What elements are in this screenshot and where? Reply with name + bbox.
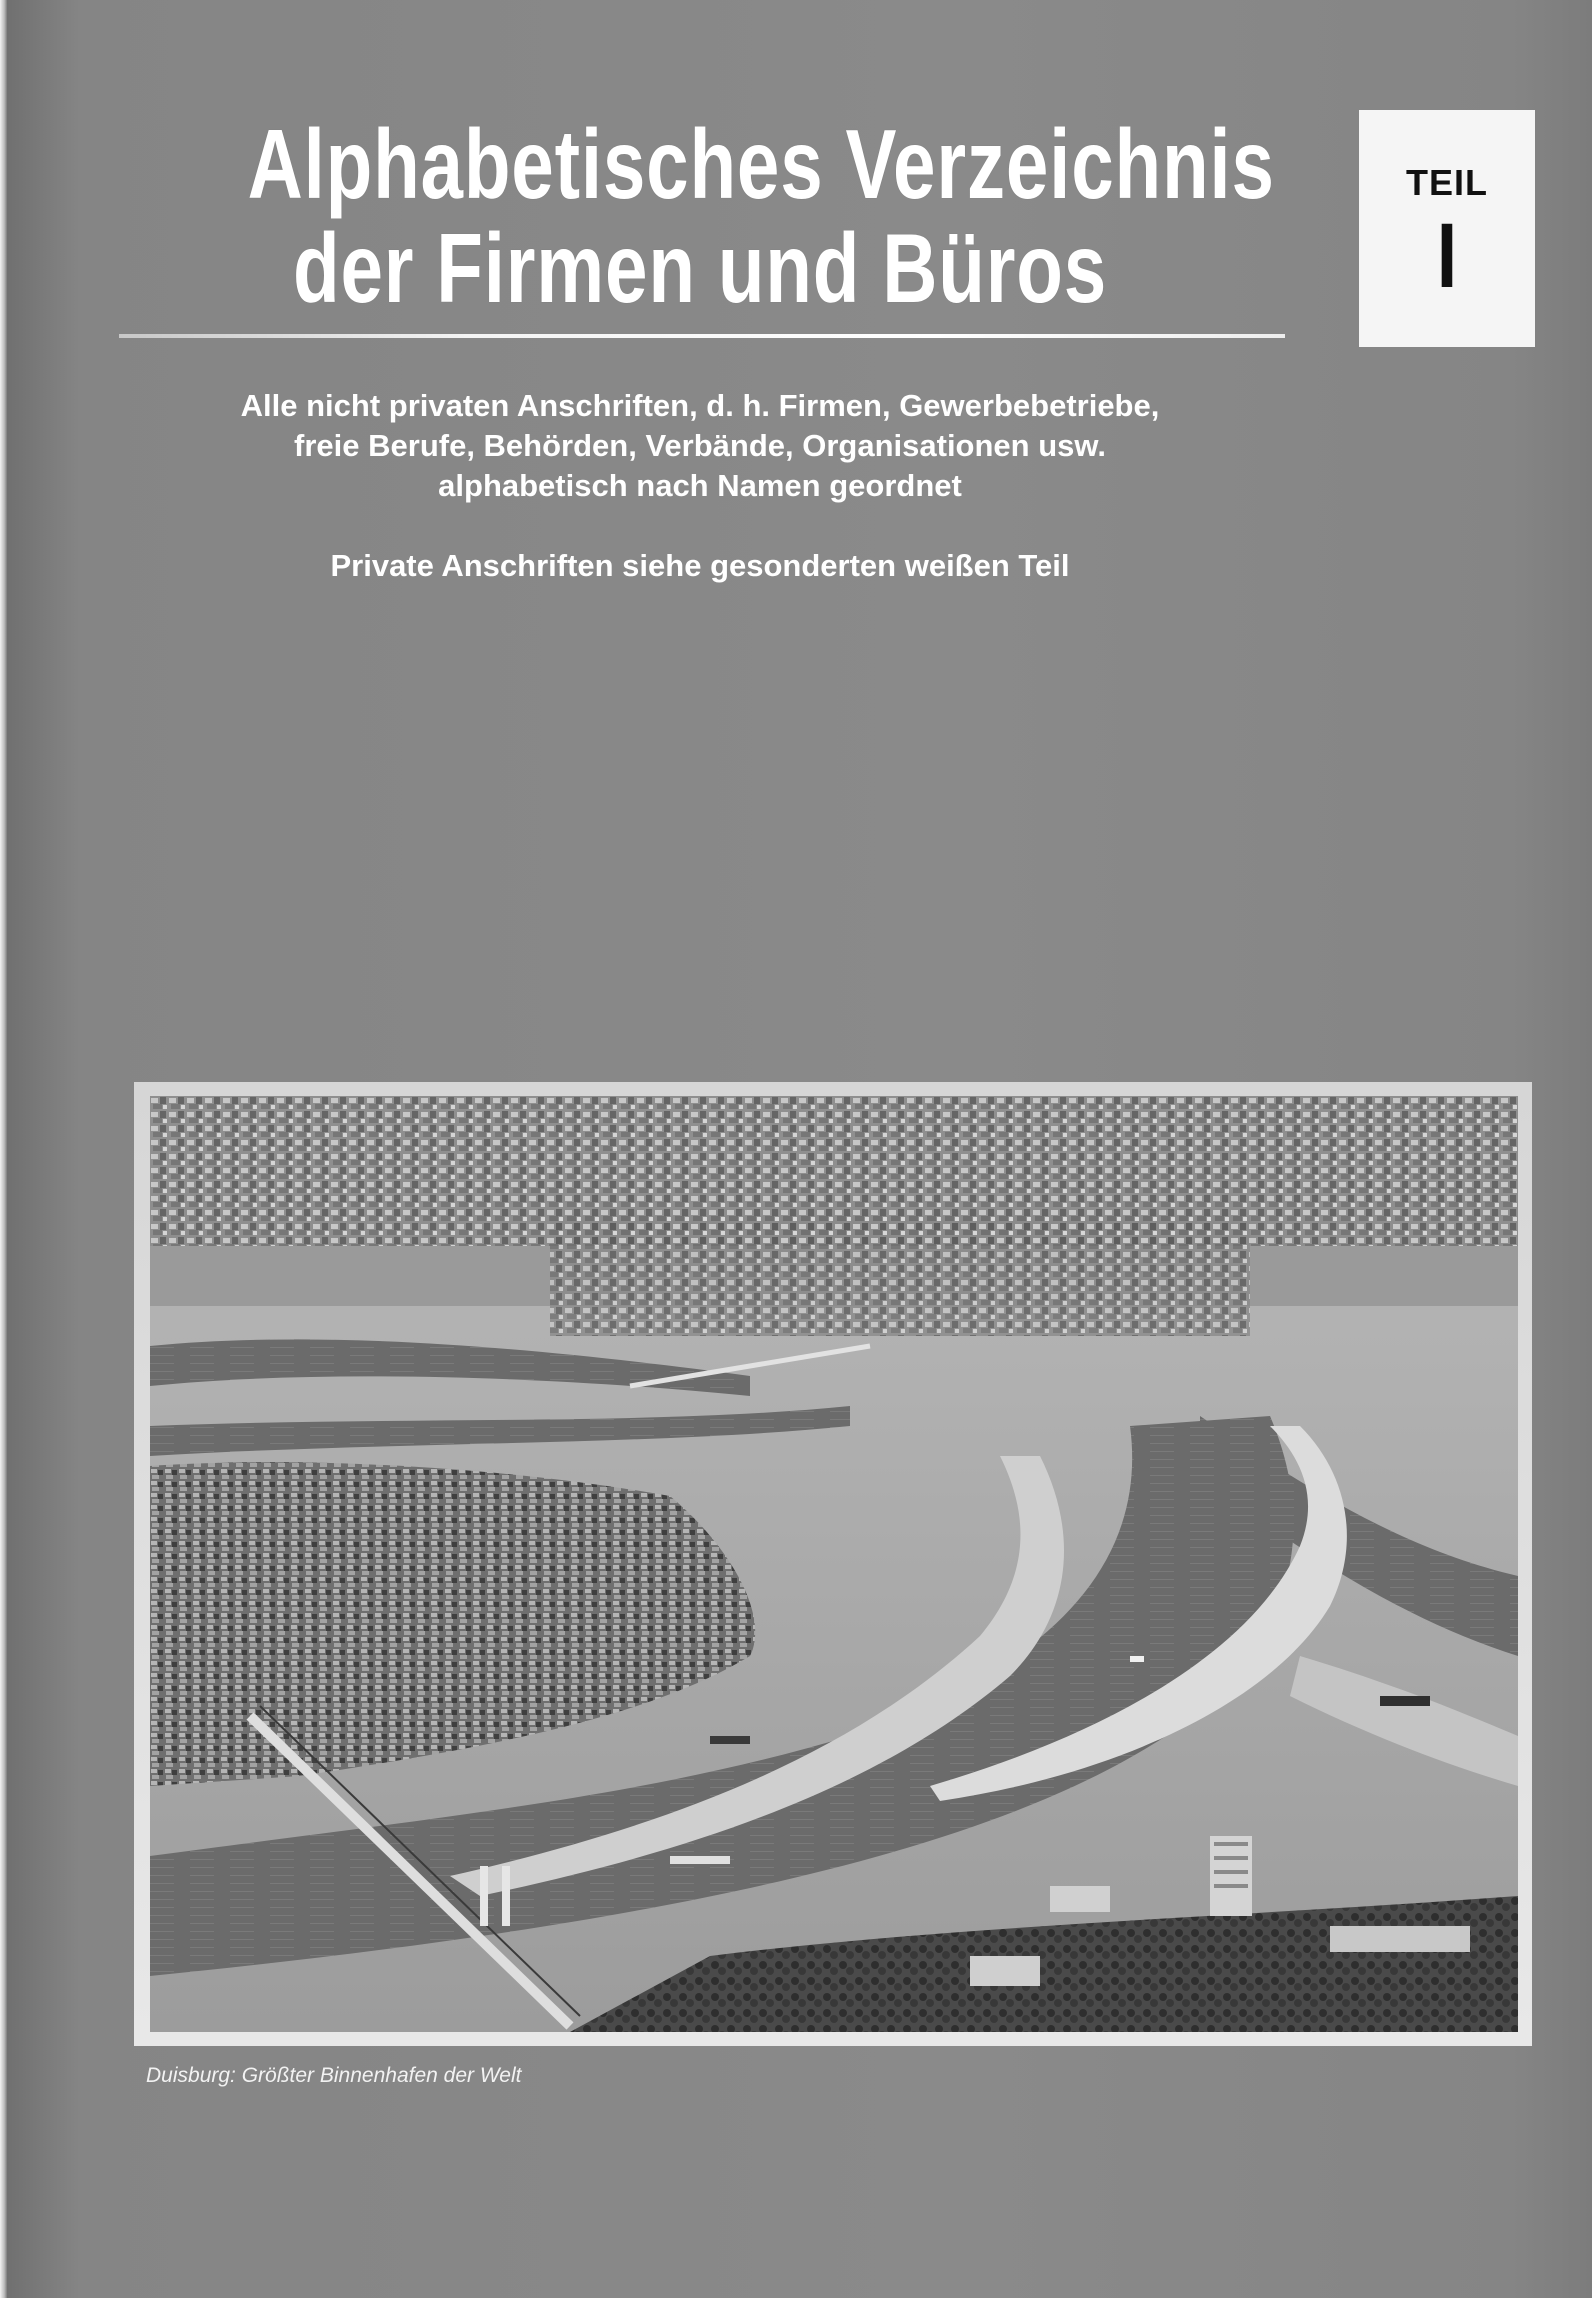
page-edge [0,0,7,2298]
part-label: TEIL [1406,162,1488,203]
section-title [247,109,1275,323]
part-number: I [1436,205,1458,307]
title-line-1: Alphabetisches Verzeichnis [247,109,1275,219]
part-marker [1359,110,1535,347]
section-description [150,386,1250,506]
aerial-photo-illustration [150,1096,1518,2032]
title-line-2: der Firmen und Büros [292,213,1108,323]
description-line-3: alphabetisch nach Namen geordnet [438,468,962,503]
photo-caption: Duisburg: Größter Binnenhafen der Welt [146,2064,522,2087]
description-line-2: freie Berufe, Behörden, Verbände, Organisationen usw. [294,428,1106,463]
description-line-1: Alle nicht privaten Anschriften, d. h. Firmen, Gewerbebetriebe, [240,388,1160,423]
aerial-harbor-photo [150,1096,1518,2032]
title-divider [119,334,1285,338]
private-addresses-note: Private Anschriften siehe gesonderten weißen Teil [330,548,1070,583]
